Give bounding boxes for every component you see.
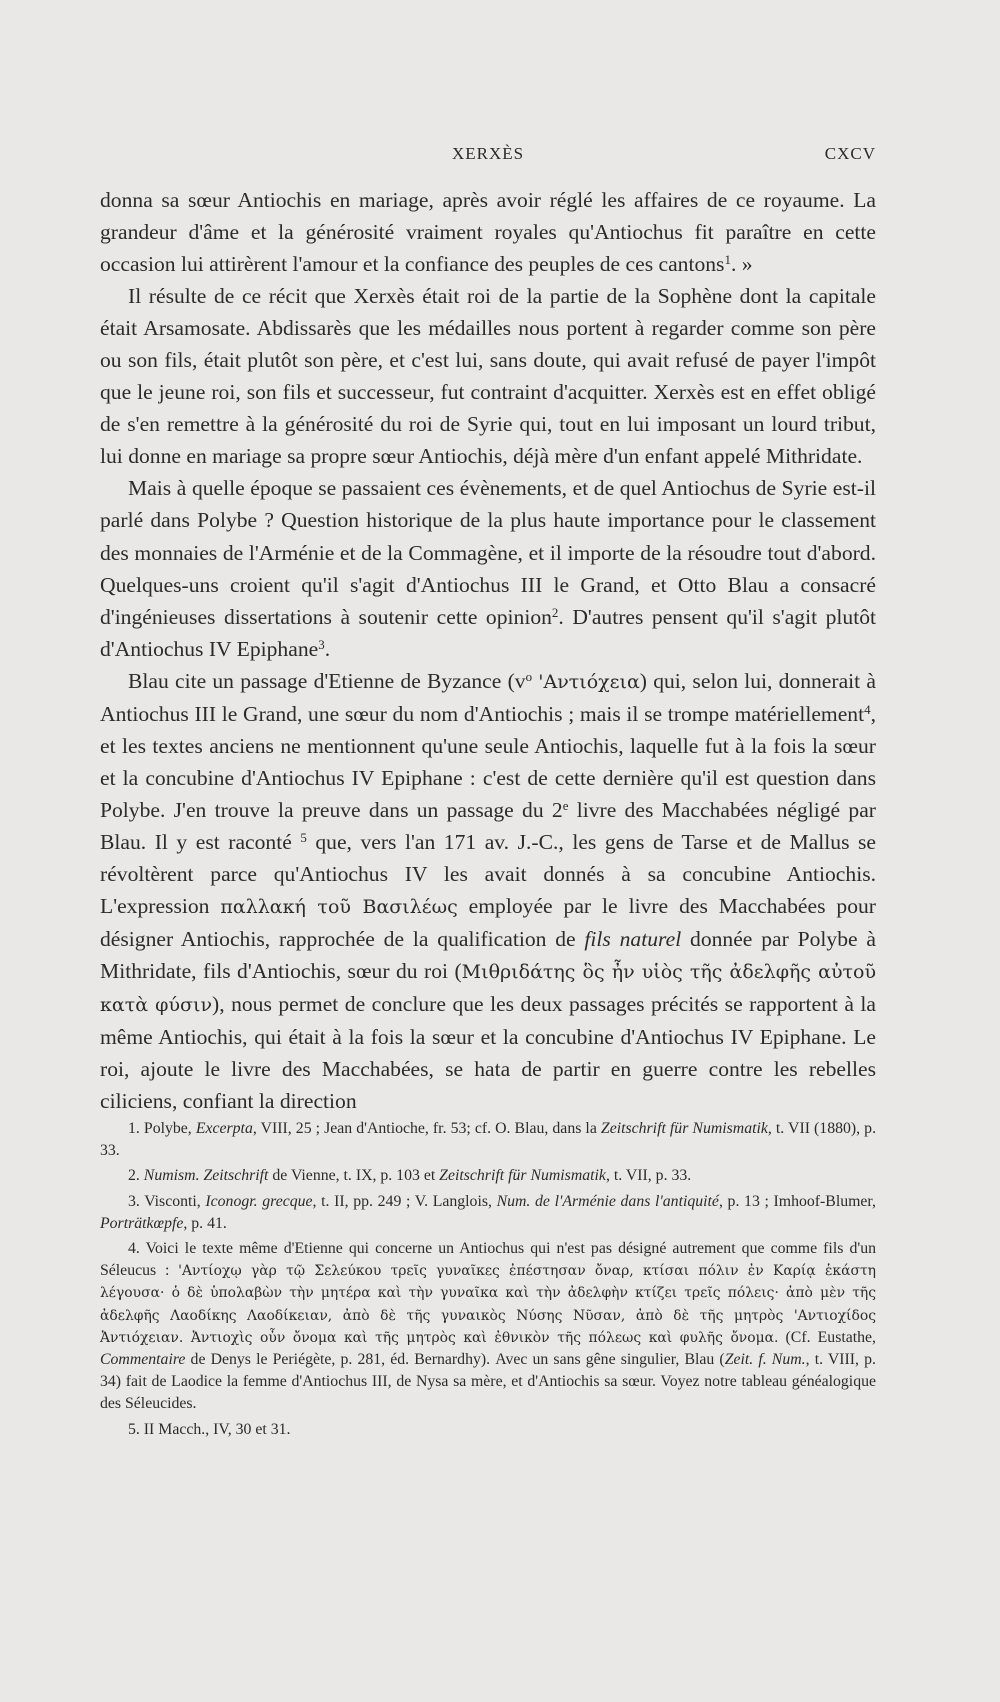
p4-text-g: employée par le livre des Macchabées pour désigner Antiochis, rapprochée de la qualification de [100,894,876,952]
fn4-text-b: (Cf. Eustathe, [778,1328,876,1346]
greek-antiocheia: 'Αντιόχεια [538,670,640,693]
fn4-text-a: 4. Voici le texte même d'Etienne qui concerne un Antiochus qui n'est pas désigné autrement que comme fils d'un Séleucus : [100,1240,876,1280]
paragraph-3 [100,472,876,664]
fn4-text-c: de Denys le Periégète, p. 281, éd. Bernardhy). Avec un sans gêne singulier, Blau ( [185,1351,725,1369]
footnote-ref-3: 3 [318,636,325,652]
fn3-text-b: , t. II, pp. 249 ; V. Langlois, [312,1192,497,1210]
p4-text-h: donnée par Polybe à Mithridate, fils d'Antiochis, sœur du roi ( [100,927,876,984]
fn3-italic-3: Porträtkœpfe [100,1214,184,1232]
page-number: CXCV [824,144,876,163]
fn1-text-b: , VIII, 25 ; Jean d'Antioche, fr. 53; cf. O. Blau, dans la [252,1120,601,1137]
greek-pallake: παλλακή τοῦ Βασιλέως [220,896,458,919]
paragraph-1 [100,184,876,280]
fn3-text-c: , p. 13 ; Imhoof-Blumer, [718,1192,876,1210]
fils-naturel: fils naturel [584,927,682,952]
fn1-text-c: , t. VII (1880), p. 33. [100,1120,877,1160]
fn2-italic-1: Numism. Zeitschrift [143,1167,269,1185]
fn2-text-c: , t. VII, p. 33. [605,1167,692,1185]
footnote-5 [100,1419,876,1441]
p1-text-b: . » [730,252,753,277]
p3-text-c: . [324,636,331,661]
footnote-ref-1: 1 [724,251,731,267]
p2-text-a: Il résulte de ce récit que Xerxès était roi de la partie de la Sophène dont la capitale était Arsamosate. Abdissarès que les médailles nous portent à regarder comme son père ou son fils, était plutôt son père, et c'est lui, sans doute, qui avait refusé de payer l'impôt que le jeune roi, son fils et successeur, fut contraint d'acquitter. Xerxès est en effet obligé de s'en remettre à la générosité du roi de Syrie qui, tout en lui imposant un lourd tribut, lui donne en mariage sa propre sœur Antiochis, déjà mère d'un enfant appelé Mithridate. [100,284,876,469]
p3-text-b: . D'autres pensent qu'il s'agit plutôt d'Antiochus IV Epiphane [100,604,876,661]
paragraph-4 [100,665,876,1118]
footnotes [100,1118,876,1441]
fn3-text-a: 3. Visconti, [128,1192,206,1210]
fn4-greek-quote: 'Αντίοχῳ γὰρ τῷ Σελεύκου τρεῖς γυναῖκες ἐπέστησαν ὄναρ, κτίσαι πόλιν ἐν Καρίᾳ ἑκάστη λέγουσα· ὁ δὲ ὑπολαβὼν τὴν μητέρα καὶ τὴν γυναῖκα καὶ τὴν ἀδελφὴν κτίζει τρεῖς πόλεις· ἀπὸ μὲν τῆς ἀδελφῆς Λαοδίκης Λαοδίκειαν, ἀπὸ δὲ τῆς γυναικὸς Νύσης Νῦσαν, ἀπὸ δὲ τῆς μητρὸς 'Αντιοχίδος Ἀντιόχειαν. Ἀντιοχὶς οὖν ὄνομα καὶ τῆς μητρὸς καὶ ἐθνικὸν τῆς πόλεως καὶ φυλῆς ὄνομα. [100,1263,876,1346]
fn4-text-d: , t. VIII, p. 34) fait de Laodice la femme d'Antiochus III, de Nysa sa mère, et d'Antiochis sa sœur. Voyez notre tableau généalogique des Séleucides. [100,1351,876,1413]
p4-text-a: Blau cite un passage d'Etienne de Byzance (v [128,668,526,693]
fn5-text-a: 5. II Macch., IV, 30 et 31. [128,1420,291,1438]
p3-text-a: Mais à quelle époque se passaient ces évènements, et de quel Antiochus de Syrie est-il parlé dans Polybe ? Question historique de la plus haute importance pour le classement des monnaies de l'Arménie et de la Commagène, et il importe de la résoudre tout d'abord. Quelques-uns croient qu'il s'agit d'Antiochus III le Grand, et Otto Blau a consacré d'ingénieuses dissertations à soutenir cette opinion [100,476,876,629]
fn3-text-d: , p. 41. [183,1214,227,1232]
fn3-italic-2: Num. de l'Arménie dans l'antiquité [496,1192,719,1210]
fn2-text-b: de Vienne, t. IX, p. 103 et [268,1167,440,1185]
footnote-2 [100,1165,876,1187]
paragraph-2 [100,280,876,472]
fn1-italic-1: Excerpta [195,1120,253,1137]
p4-e-superscript: e [562,797,569,813]
fn1-italic-2: Zeitschrift für Numismatik [600,1120,768,1137]
footnote-1 [100,1118,876,1162]
running-title: XERXÈS [451,144,525,163]
footnote-ref-4: 4 [864,701,871,717]
p4-text-c: , et les textes anciens ne mentionnent qu'une seule Antiochis, laquelle fut à la fois la sœur et la concubine d'Antiochus IV Epiphane : c'est de cette dernière qu'il est question dans Polybe. J'en trouve la preuve dans un passage du 2 [100,701,876,822]
running-header [100,144,876,168]
main-text [100,184,876,1117]
fn2-text-a: 2. [128,1167,144,1185]
p1-text-a: donna sa sœur Antiochis en mariage, après avoir réglé les affaires de ce royaume. La grandeur d'âme et la générosité vraiment royales qu'Antiochus fit paraître en cette occasion lui attirèrent l'amour et la confiance des peuples de ces cantons [100,188,876,277]
p4-text-d: livre des Macchabées négligé par Blau. Il y est raconté [100,797,876,854]
p4-text-b: ) qui, selon lui, donnerait à Antiochus III le Grand, une sœur du nom d'Antiochis ; mais il se trompe matériellement [100,668,876,726]
fn2-italic-2: Zeitschrift für Numismatik [439,1167,606,1185]
fn1-text-a: 1. Polybe, [128,1120,196,1137]
p4-vo-superscript: o [525,668,533,684]
p4-text-i: ), nous permet de conclure que les deux passages précités se rapportent à la même Antiochis, qui était à la fois la sœur et la concubine d'Antiochus IV Epiphane. Le roi, ajoute le livre des Macchabées, se hata de partir en guerre contre les rebelles ciliciens, confiant la direction [100,992,876,1114]
fn3-italic-1: Iconogr. grecque [205,1192,313,1210]
p4-text-f: que, vers l'an 171 av. J.-C., les gens de Tarse et de Mallus se révoltèrent parce qu'Antiochus IV les avait donnés à sa concubine Antiochis. L'expression [100,829,876,919]
footnote-ref-5: 5 [300,829,307,845]
footnote-ref-2: 2 [551,604,559,620]
fn4-italic-1: Commentaire [100,1351,186,1369]
footnote-3 [100,1191,876,1235]
footnote-4 [100,1238,876,1416]
greek-mithridates: Μιθριδάτης ὃς ἦν υἱὸς τῆς ἀδελφῆς αὐτοῦ κατὰ φύσιν [100,961,876,1017]
fn4-italic-2: Zeit. f. Num. [724,1351,806,1369]
